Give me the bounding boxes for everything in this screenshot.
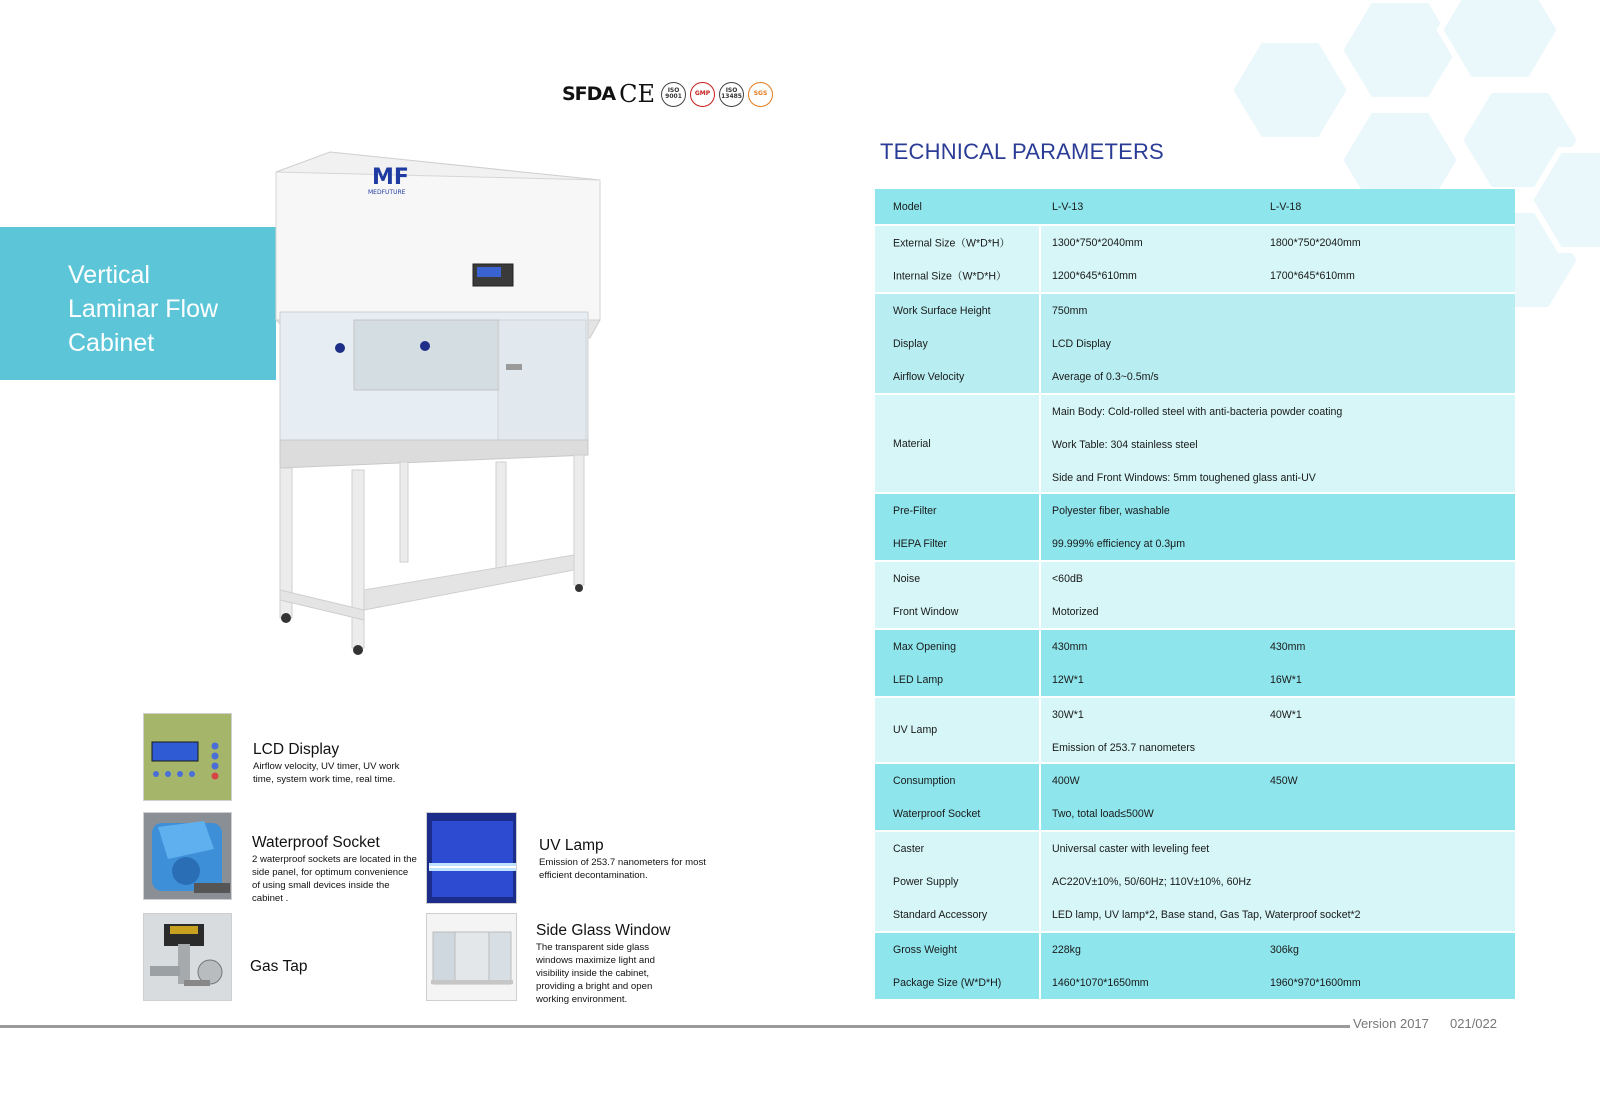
- side-glass-window-description: The transparent side glass windows maximize light and visibility inside the cabinet, providing a bright and open working environment.: [536, 942, 655, 1005]
- ce-mark-logo: CE: [619, 80, 656, 108]
- table-row: [875, 562, 1515, 595]
- side-glass-window-thumbnail: [426, 913, 517, 1001]
- table-group-material: [875, 393, 1515, 492]
- product-title: [68, 258, 268, 360]
- waterproof-socket-title: Waterproof Socket: [252, 834, 380, 851]
- row-value: 12W*1: [1052, 673, 1084, 686]
- row-value: 430mm: [1052, 640, 1088, 653]
- waterproof-socket-icon: [144, 813, 232, 900]
- row-value: AC220V±10%, 50/60Hz; 110V±10%, 60Hz: [1052, 875, 1252, 888]
- row-value: 30W*1: [1052, 708, 1084, 721]
- table-row: [875, 395, 1515, 428]
- table-group-power: [875, 762, 1515, 830]
- gas-tap-title: Gas Tap: [250, 958, 308, 975]
- row-value: LED lamp, UV lamp*2, Base stand, Gas Tap, Waterproof socket*2: [1052, 908, 1361, 921]
- product-title-line: Laminar Flow: [68, 295, 219, 323]
- table-row: [875, 731, 1515, 764]
- row-value: 40W*1: [1270, 708, 1302, 721]
- sgs-badge-icon: SGS: [748, 82, 773, 107]
- table-row: [875, 933, 1515, 966]
- row-value: 1700*645*610mm: [1270, 269, 1355, 282]
- row-value: Motorized: [1052, 605, 1099, 618]
- table-group-noise: [875, 560, 1515, 628]
- table-header-group: [875, 189, 1515, 224]
- row-value: 306kg: [1270, 943, 1299, 956]
- row-value: 400W: [1052, 774, 1080, 787]
- row-value: Average of 0.3~0.5m/s: [1052, 370, 1159, 383]
- lcd-display-thumbnail: [143, 713, 232, 801]
- row-value: 1460*1070*1650mm: [1052, 976, 1149, 989]
- table-row: [875, 327, 1515, 360]
- waterproof-socket-thumbnail: [143, 812, 232, 900]
- row-label: Waterproof Socket: [893, 807, 981, 820]
- row-value: Main Body: Cold-rolled steel with anti-bacteria powder coating: [1052, 405, 1343, 418]
- row-value: 750mm: [1052, 304, 1088, 317]
- iso13485-badge-icon: ISO 13485: [719, 82, 744, 107]
- side-glass-window-title: Side Glass Window: [536, 922, 671, 939]
- row-label: UV Lamp: [893, 724, 938, 736]
- iso9001-badge-icon: ISO 9001: [661, 82, 686, 107]
- table-row: [875, 898, 1515, 931]
- row-label: External Size（W*D*H）: [893, 237, 1011, 249]
- table-row: [875, 428, 1515, 461]
- header-model-v2: L-V-18: [1270, 200, 1302, 213]
- table-group-lamps: [875, 628, 1515, 696]
- waterproof-socket-description: 2 waterproof sockets are located in the side panel, for optimum convenience of using small devices inside the cabinet .: [252, 854, 417, 904]
- table-row: [875, 797, 1515, 830]
- table-row: [875, 832, 1515, 865]
- row-value: 1300*750*2040mm: [1052, 236, 1143, 249]
- row-label: Power Supply: [893, 875, 959, 888]
- row-value: LCD Display: [1052, 337, 1111, 350]
- row-label: Max Opening: [893, 640, 957, 653]
- product-title-line: Cabinet: [68, 329, 155, 357]
- table-row: [875, 663, 1515, 696]
- row-label: Airflow Velocity: [893, 370, 965, 383]
- row-value: 1200*645*610mm: [1052, 269, 1137, 282]
- gmp-badge-icon: GMP: [690, 82, 715, 107]
- table-row: [875, 698, 1515, 731]
- row-value: Two, total load≤500W: [1052, 807, 1154, 820]
- footer-version: Version 2017: [1353, 1016, 1429, 1031]
- uv-lamp-title: UV Lamp: [539, 837, 604, 854]
- row-label: Display: [893, 337, 928, 350]
- table-row: [875, 595, 1515, 628]
- table-group-filters: [875, 492, 1515, 560]
- uv-lamp-description: Emission of 253.7 nanometers for most efficient decontamination.: [539, 857, 706, 881]
- row-value: 1960*970*1600mm: [1270, 976, 1361, 989]
- row-label: Standard Accessory: [893, 908, 988, 921]
- footer-divider: [0, 1025, 1350, 1028]
- table-row: [875, 865, 1515, 898]
- row-label: Material: [893, 438, 931, 450]
- lcd-display-title: LCD Display: [253, 741, 340, 758]
- uv-lamp-icon: [427, 813, 517, 904]
- table-header-row: [875, 189, 1515, 224]
- row-label: Internal Size（W*D*H）: [893, 270, 1007, 282]
- table-group-shipping: [875, 931, 1515, 999]
- row-value: <60dB: [1052, 572, 1083, 585]
- row-label: HEPA Filter: [893, 537, 947, 550]
- gas-tap-icon: [144, 914, 232, 1001]
- row-label: Caster: [893, 842, 925, 855]
- row-value: Side and Front Windows: 5mm toughened glass anti-UV: [1052, 471, 1316, 484]
- table-group-surface: [875, 292, 1515, 393]
- header-model-label: Model: [893, 200, 922, 213]
- row-value: 450W: [1270, 774, 1298, 787]
- table-row: [875, 966, 1515, 999]
- side-glass-window-icon: [427, 914, 517, 1001]
- row-label: Noise: [893, 572, 921, 585]
- footer-page-number: 021/022: [1450, 1016, 1497, 1031]
- table-row: [875, 527, 1515, 560]
- svg-text:MEDFUTURE: MEDFUTURE: [368, 189, 406, 196]
- row-value: 16W*1: [1270, 673, 1302, 686]
- row-label: Work Surface Height: [893, 304, 991, 317]
- svg-text:MF: MF: [372, 165, 409, 190]
- row-label: Pre-Filter: [893, 504, 937, 517]
- row-value: 1800*750*2040mm: [1270, 236, 1361, 249]
- row-value: 430mm: [1270, 640, 1306, 653]
- table-group-uv: [875, 696, 1515, 762]
- row-label: Package Size (W*D*H): [893, 976, 1002, 989]
- gas-tap-thumbnail: [143, 913, 232, 1001]
- lcd-display-description: Airflow velocity, UV timer, UV work time, system work time, real time.: [253, 761, 400, 785]
- certification-logos: [562, 80, 773, 108]
- row-value: Work Table: 304 stainless steel: [1052, 438, 1198, 451]
- technical-parameters-heading: TECHNICAL PARAMETERS: [880, 139, 1164, 164]
- row-label: Front Window: [893, 605, 959, 618]
- header-model-v1: L-V-13: [1052, 200, 1084, 213]
- table-row: [875, 630, 1515, 663]
- row-value: 99.999% efficiency at 0.3μm: [1052, 537, 1186, 550]
- row-value: 228kg: [1052, 943, 1081, 956]
- table-row: [875, 259, 1515, 292]
- sfda-logo: SFDA: [562, 83, 616, 105]
- table-row: [875, 764, 1515, 797]
- table-row: [875, 360, 1515, 393]
- row-label: Consumption: [893, 774, 956, 787]
- table-row: [875, 226, 1515, 259]
- table-row: [875, 294, 1515, 327]
- table-row: [875, 494, 1515, 527]
- laminar-flow-cabinet-illustration: [270, 150, 620, 670]
- product-title-line: Vertical: [68, 261, 150, 289]
- table-row: [875, 461, 1515, 494]
- table-group-misc: [875, 830, 1515, 931]
- table-group-sizes: [875, 224, 1515, 292]
- row-label: Gross Weight: [893, 943, 957, 956]
- uv-lamp-thumbnail: [426, 812, 517, 904]
- row-value: Emission of 253.7 nanometers: [1052, 741, 1196, 754]
- row-label: LED Lamp: [893, 673, 944, 686]
- technical-parameters-table: [875, 189, 1515, 999]
- row-value: Universal caster with leveling feet: [1052, 842, 1210, 855]
- lcd-panel-icon: [144, 714, 232, 801]
- row-value: Polyester fiber, washable: [1052, 504, 1170, 517]
